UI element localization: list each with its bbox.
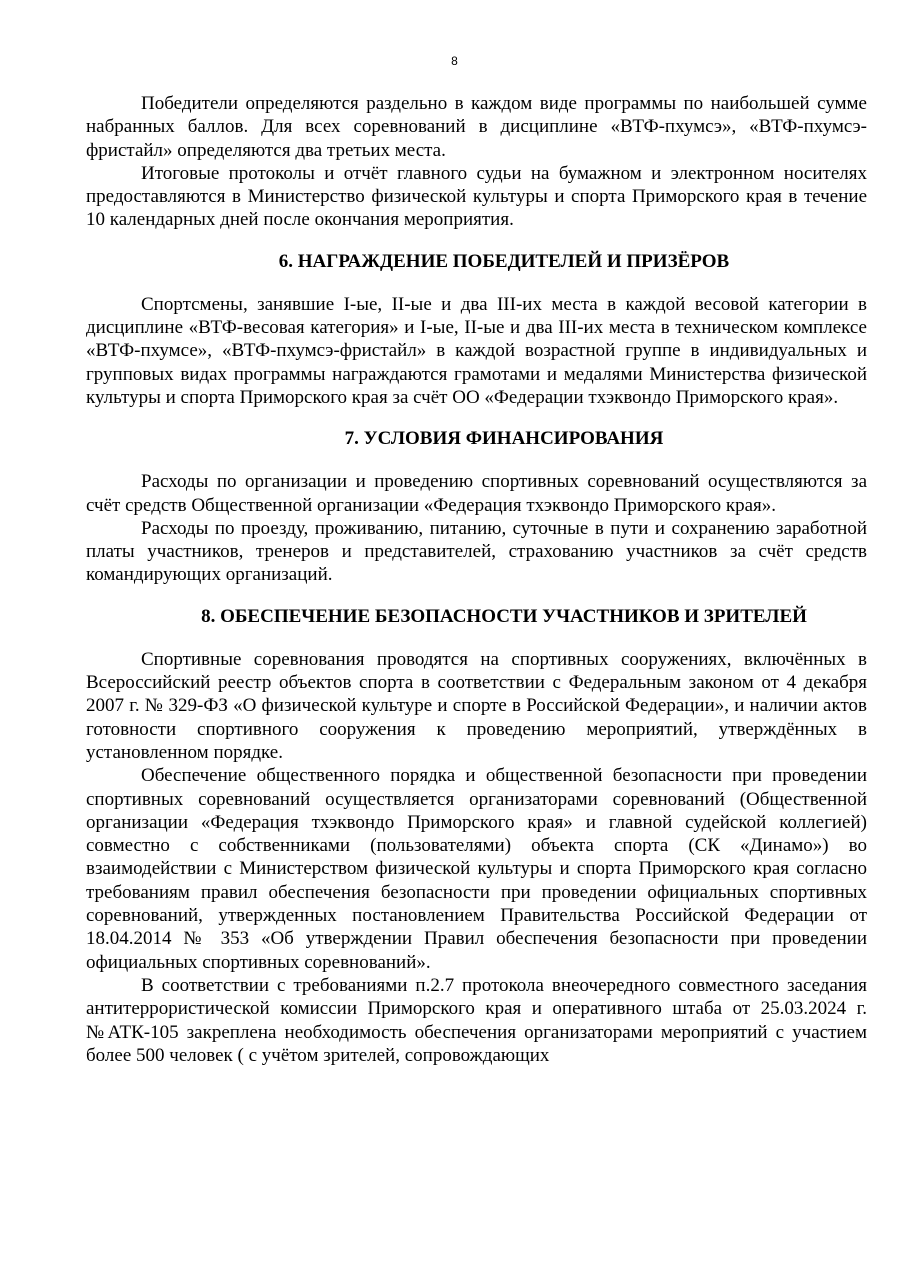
section-6-heading: 6. НАГРАЖДЕНИЕ ПОБЕДИТЕЛЕЙ И ПРИЗЁРОВ	[278, 250, 730, 272]
section-7-heading: 7. УСЛОВИЯ ФИНАНСИРОВАНИЯ	[344, 428, 664, 450]
section-8-paragraph-1: Спортивные соревнования проводятся на спортивных сооружениях, включённых в Всероссийский реестр объектов спорта в соответствии с Федеральным законом от 4 декабря 2007 г. № 329-ФЗ «О физической культуре и спорте в Российской Федерации», и наличии актов готовности спортивного сооружения к проведению мероприятий, утверждённых в установленном порядке.	[86, 648, 867, 763]
page-number: 8	[451, 54, 458, 68]
section-7-paragraph-1: Расходы по организации и проведению спортивных соревнований осуществляются за счёт средств Общественной организации «Федерация тхэквондо Приморского края».	[86, 471, 867, 516]
intro-paragraph-2: Итоговые протоколы и отчёт главного судьи на бумажном и электронном носителях предоставляются в Министерство физической культуры и спорта Приморского края в течение 10 календарных дней после окончания мероприятия.	[86, 162, 867, 231]
section-6-paragraph-1: Спортсмены, занявшие I-ые, II-ые и два III-их места в каждой весовой категории в дисциплине «ВТФ-весовая категория» и I-ые, II-ые и два III-их места в техническом комплексе «ВТФ-пхумсе», «ВТФ-пхумсэ-фристайл» в каждой возрастной группе в индивидуальных и групповых видах программы награждаются грамотами и медалями Министерства физической культуры и спорта Приморского края за счёт ОО «Федерации тхэквондо Приморского края».	[86, 293, 867, 408]
document-body	[86, 92, 867, 1067]
section-8-paragraph-3: В соответствии с требованиями п.2.7 протокола внеочередного совместного заседания антитеррористической комиссии Приморского края и оперативного штаба от 25.03.2024 г. №АТК-105 закреплена необходимость обеспечения организаторами мероприятий с участием более 500 человек ( с учётом зрителей, сопровождающих	[86, 974, 867, 1066]
section-8-heading: 8. ОБЕСПЕЧЕНИЕ БЕЗОПАСНОСТИ УЧАСТНИКОВ И ЗРИТЕЛЕЙ	[201, 605, 807, 627]
section-8-paragraph-2: Обеспечение общественного порядка и общественной безопасности при проведении спортивных соревнований осуществляется организаторами соревнований (Общественной организации «Федерация тхэквондо Приморского края» и главной судейской коллегией) совместно с собственниками (пользователями) объекта спорта (СК «Динамо») во взаимодействии с Министерством физической культуры и спорта Приморского края согласно требованиям правил обеспечения безопасности при проведении официальных спортивных соревнований, утвержденных постановлением Правительства Российской Федерации от 18.04.2014 № 353 «Об утверждении Правил обеспечения безопасности при проведении официальных спортивных соревнований».	[86, 765, 867, 973]
intro-paragraph-1: Победители определяются раздельно в каждом виде программы по наибольшей сумме набранных баллов. Для всех соревнований в дисциплине «ВТФ-пхумсэ», «ВТФ-пхумсэ-фристайл» определяются два третьих места.	[86, 93, 867, 161]
section-7-paragraph-2: Расходы по проезду, проживанию, питанию, суточные в пути и сохранению заработной платы участников, тренеров и представителей, страхованию участников за счёт средств командирующих организаций.	[86, 517, 867, 586]
